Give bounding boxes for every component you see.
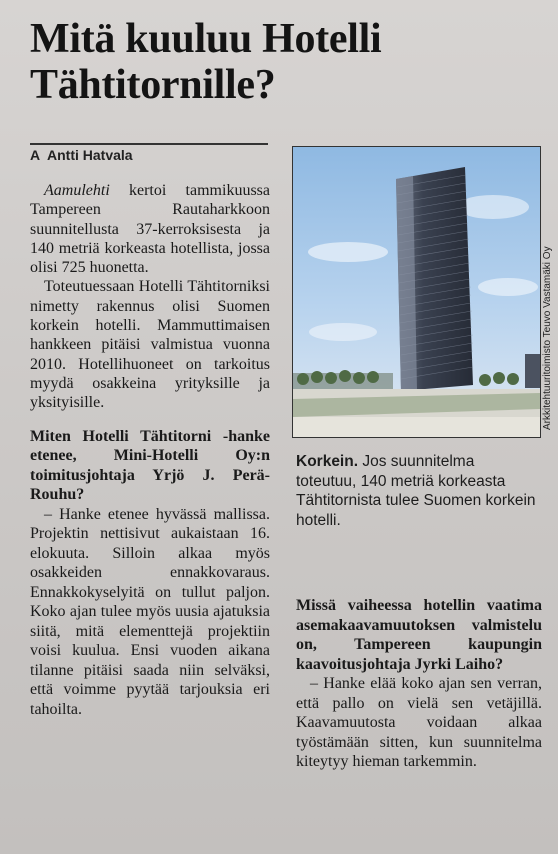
caption-lead: Korkein. bbox=[296, 453, 359, 470]
answer-1: – Hanke etenee hyvässä mallissa. Projektin nettisivut aukaistaan 16. elokuuta. Silloin alkaa myös osakkeiden ennakkovaraus. Ennakkokyselyitä on tullut paljon. Koko ajan tulee myös uusia ajatuksia siitä, mitä elementtejä projektiin voisi kuulua. Ensi vuoden aikana tilanne pitäisi saada niin selväksi, että voimme pyytää tarjouksia eri tahoilta. bbox=[30, 505, 270, 718]
photo-credit: Arkkitehtuuritoimisto Teuvo Vastamäki Oy bbox=[542, 246, 553, 430]
caption-text: Jos suunnitelma toteutuu, 140 metriä korkeasta Tähtitornista tulee Suomen korkein hotelli. bbox=[296, 453, 536, 529]
second-paragraph: Toteutuessaan Hotelli Tähtitorniksi nimetty rakennus olisi Suomen korkein hotelli. Mammuttimaisen hankkeen pitäisi valmistua vuonna 2010. Hotellihuoneet on tarkoitus myydä osakkeina yrityksille ja yksityisille. bbox=[30, 278, 270, 412]
byline bbox=[30, 143, 268, 167]
right-column bbox=[296, 596, 542, 772]
intro-source: Aamulehti bbox=[44, 182, 110, 199]
question-2: Missä vaiheessa hotellin vaatima asemakaavamuutoksen valmistelu on, Tampereen kaupungin kaavoitusjohtaja Jyrki Laiho? bbox=[296, 597, 542, 673]
author-mark-icon: A bbox=[30, 147, 41, 163]
intro-text: kertoi tammikuussa Tampereen Rautaharkkoon suunnitellusta 37-kerroksisesta ja 140 metriä korkeasta hotellista, jossa olisi 725 huonetta. bbox=[30, 182, 270, 277]
intro-paragraph bbox=[30, 181, 270, 277]
article-headline: Mitä kuuluu Hotelli Tähtitornille? bbox=[30, 16, 382, 108]
left-column bbox=[30, 181, 270, 719]
answer-2: – Hanke elää koko ajan sen verran, että pallo on vielä sen vetäjillä. Kaavamuutosta voidaan alkaa työstämään sitten, kun suunnitelma kiteytyy hieman tarkemmin. bbox=[296, 675, 542, 770]
byline-author: Antti Hatvala bbox=[47, 147, 133, 163]
hotel-rendering-image bbox=[292, 146, 541, 438]
tower-illustration bbox=[293, 147, 540, 437]
photo-caption bbox=[296, 452, 536, 530]
question-1: Miten Hotelli Tähtitorni -hanke etenee, Mini-Hotelli Oy:n toimitusjohtaja Yrjö J. Perä-Rouhu? bbox=[30, 427, 270, 504]
